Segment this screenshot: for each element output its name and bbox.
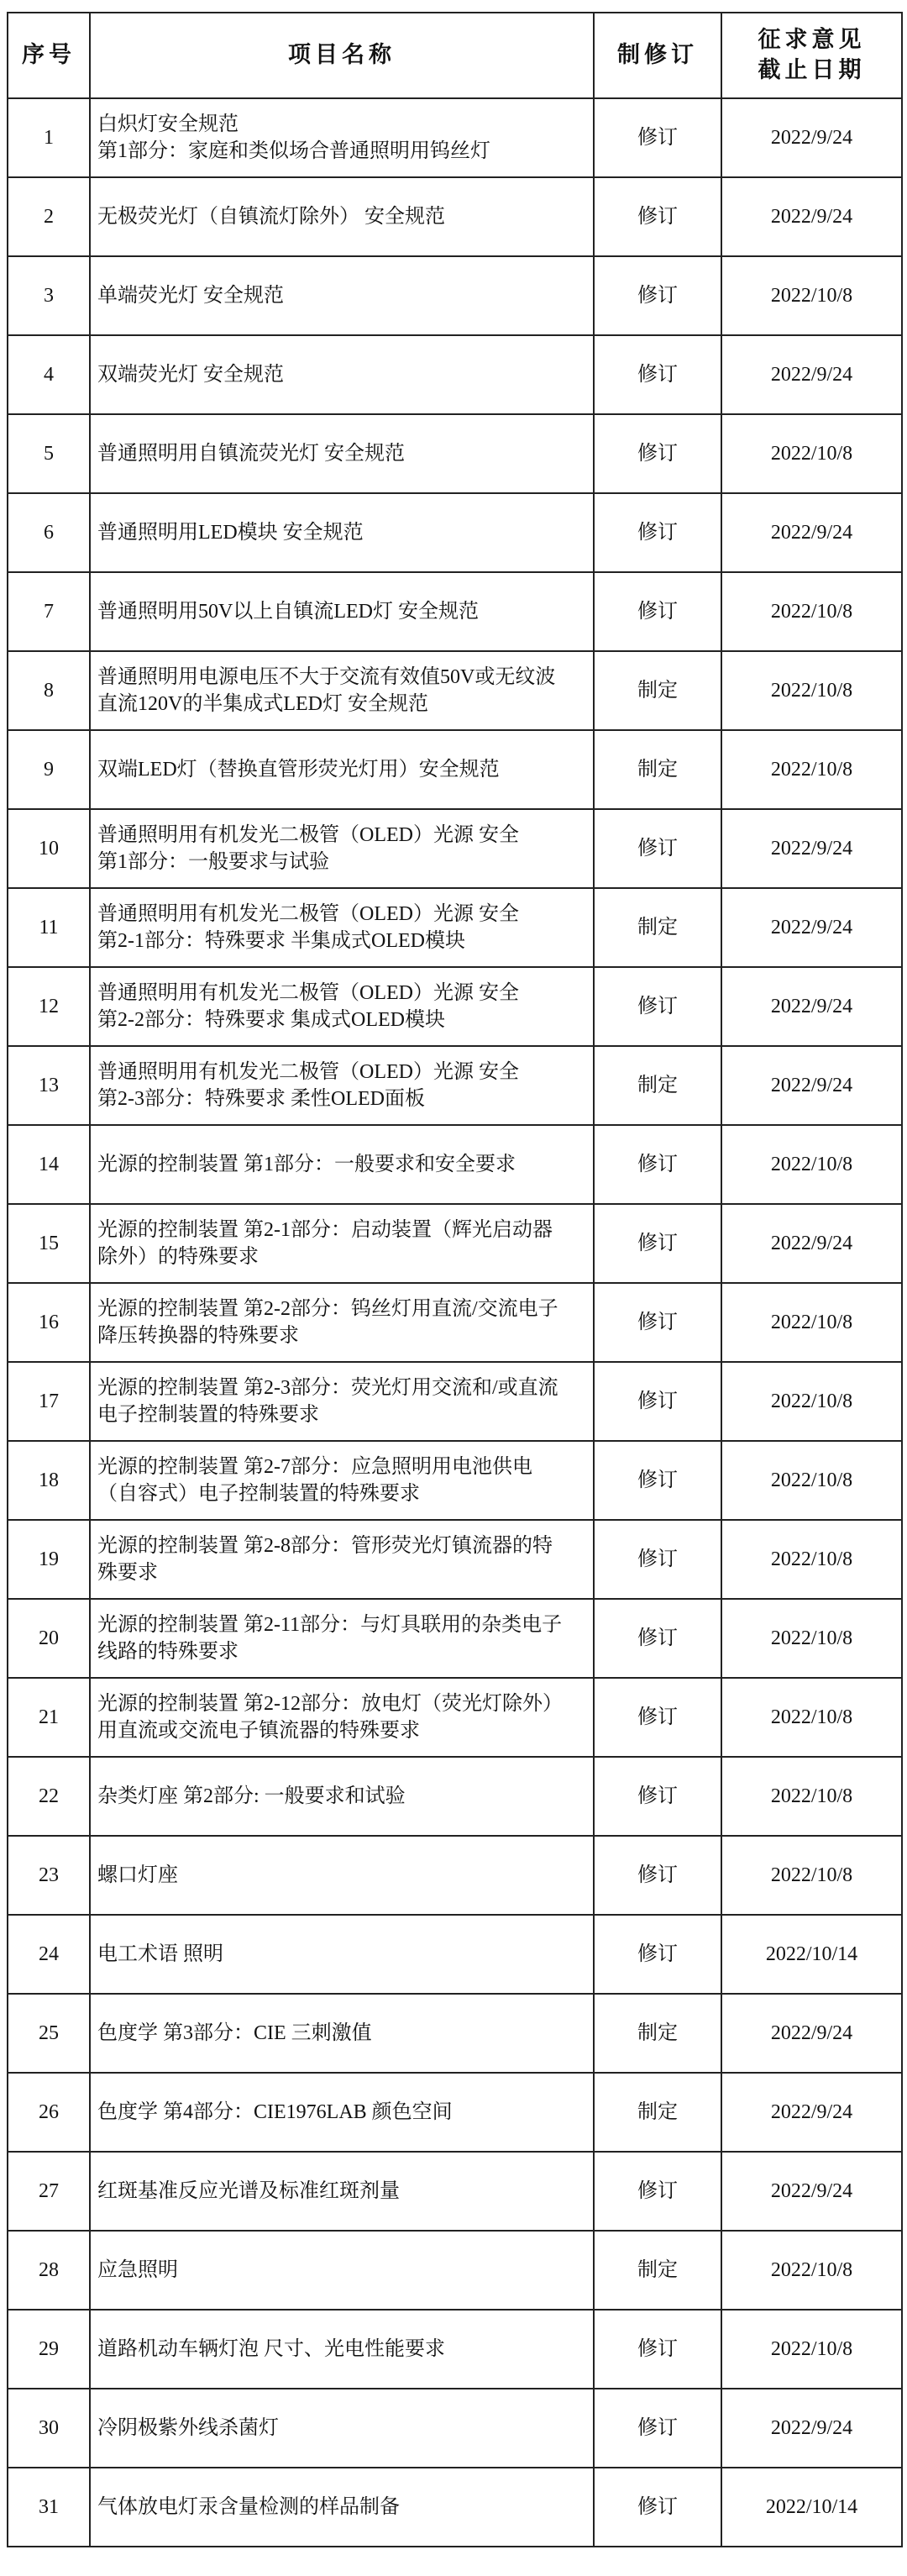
project-name (90, 1441, 594, 1520)
header-date-line-1: 征求意见 (758, 27, 866, 53)
project-name-line: 光源的控制装置 第2-12部分：放电灯（荧光灯除外） (97, 1693, 563, 1715)
project-name (90, 1520, 594, 1599)
revision-type: 修订 (594, 493, 721, 572)
deadline-date: 2022/10/8 (721, 1125, 902, 1204)
project-name (90, 1994, 594, 2073)
deadline-date: 2022/10/14 (721, 1915, 902, 1994)
table-row (8, 1757, 902, 1836)
row-number: 12 (8, 967, 90, 1046)
project-name (90, 967, 594, 1046)
project-name-line: 气体放电灯汞含量检测的样品制备 (97, 2496, 400, 2518)
revision-type: 修订 (594, 1520, 721, 1599)
project-name-line: 双端荧光灯 安全规范 (97, 364, 284, 386)
project-name (90, 177, 594, 256)
revision-type: 修订 (594, 256, 721, 335)
project-name-line: 螺口灯座 (97, 1864, 178, 1886)
project-name-line: 无极荧光灯（自镇流灯除外） 安全规范 (97, 206, 445, 228)
revision-type: 制定 (594, 1994, 721, 2073)
deadline-date: 2022/10/8 (721, 1836, 902, 1915)
revision-type: 修订 (594, 809, 721, 888)
table-row (8, 1678, 902, 1757)
row-number: 2 (8, 177, 90, 256)
row-number: 16 (8, 1283, 90, 1362)
project-name (90, 1125, 594, 1204)
revision-type: 制定 (594, 730, 721, 809)
project-name-line: 降压转换器的特殊要求 (97, 1325, 299, 1347)
project-name (90, 1283, 594, 1362)
row-number: 13 (8, 1046, 90, 1125)
row-number: 8 (8, 651, 90, 730)
deadline-date: 2022/10/8 (721, 1441, 902, 1520)
row-number: 5 (8, 414, 90, 493)
row-number: 7 (8, 572, 90, 651)
row-number: 24 (8, 1915, 90, 1994)
deadline-date: 2022/9/24 (721, 809, 902, 888)
project-name-line: 用直流或交流电子镇流器的特殊要求 (97, 1720, 420, 1742)
table-row (8, 730, 902, 809)
row-number: 11 (8, 888, 90, 967)
deadline-date: 2022/9/24 (721, 335, 902, 414)
deadline-date: 2022/10/8 (721, 1599, 902, 1678)
revision-type: 制定 (594, 1046, 721, 1125)
table-row (8, 1836, 902, 1915)
project-name (90, 1599, 594, 1678)
row-number: 19 (8, 1520, 90, 1599)
row-number: 20 (8, 1599, 90, 1678)
table-row (8, 1204, 902, 1283)
project-name-line: 应急照明 (97, 2259, 178, 2281)
project-name (90, 2468, 594, 2547)
project-name-line: 普通照明用有机发光二极管（OLED）光源 安全 (97, 1061, 519, 1083)
table-row (8, 2152, 902, 2231)
project-name (90, 1757, 594, 1836)
revision-type: 修订 (594, 177, 721, 256)
project-name (90, 256, 594, 335)
table-row (8, 1125, 902, 1204)
row-number: 28 (8, 2231, 90, 2310)
deadline-date: 2022/10/8 (721, 1757, 902, 1836)
table-row (8, 335, 902, 414)
project-name (90, 98, 594, 177)
project-name-line: 光源的控制装置 第2-3部分：荧光灯用交流和/或直流 (97, 1377, 558, 1399)
revision-type: 修订 (594, 1204, 721, 1283)
project-name (90, 2231, 594, 2310)
project-name-line: 电工术语 照明 (97, 1943, 223, 1965)
revision-type: 修订 (594, 2310, 721, 2389)
table-body (8, 98, 902, 2547)
deadline-date: 2022/10/8 (721, 651, 902, 730)
revision-type: 制定 (594, 2231, 721, 2310)
revision-type: 修订 (594, 1599, 721, 1678)
revision-type: 修订 (594, 2389, 721, 2468)
revision-type: 修订 (594, 1836, 721, 1915)
project-name (90, 493, 594, 572)
deadline-date: 2022/9/24 (721, 2389, 902, 2468)
deadline-date: 2022/10/8 (721, 1283, 902, 1362)
table-row (8, 493, 902, 572)
deadline-date: 2022/10/8 (721, 2310, 902, 2389)
deadline-date: 2022/10/14 (721, 2468, 902, 2547)
project-name-line: 光源的控制装置 第1部分：一般要求和安全要求 (97, 1154, 516, 1175)
revision-type: 制定 (594, 651, 721, 730)
row-number: 6 (8, 493, 90, 572)
row-number: 23 (8, 1836, 90, 1915)
project-name-line: 单端荧光灯 安全规范 (97, 285, 284, 307)
project-name (90, 572, 594, 651)
table-row (8, 967, 902, 1046)
project-name-line: 普通照明用LED模块 安全规范 (97, 522, 364, 544)
row-number: 30 (8, 2389, 90, 2468)
header-date-line-2: 截止日期 (758, 57, 866, 83)
project-name-line: 殊要求 (97, 1562, 158, 1584)
row-number: 29 (8, 2310, 90, 2389)
standards-table (7, 12, 903, 2547)
revision-type: 修订 (594, 1915, 721, 1994)
revision-type: 修订 (594, 1757, 721, 1836)
project-name (90, 1678, 594, 1757)
project-name (90, 651, 594, 730)
table-row (8, 1599, 902, 1678)
project-name (90, 335, 594, 414)
project-name (90, 2073, 594, 2152)
row-number: 1 (8, 98, 90, 177)
deadline-date: 2022/10/8 (721, 1520, 902, 1599)
deadline-date: 2022/10/8 (721, 730, 902, 809)
table-row (8, 1362, 902, 1441)
project-name (90, 730, 594, 809)
revision-type: 修订 (594, 2468, 721, 2547)
project-name-line: 普通照明用有机发光二极管（OLED）光源 安全 (97, 982, 519, 1004)
deadline-date: 2022/10/8 (721, 256, 902, 335)
deadline-date: 2022/9/24 (721, 1204, 902, 1283)
table-row (8, 651, 902, 730)
deadline-date: 2022/10/8 (721, 572, 902, 651)
project-name (90, 1204, 594, 1283)
table-row (8, 1046, 902, 1125)
deadline-date: 2022/9/24 (721, 1994, 902, 2073)
header-name: 项目名称 (90, 13, 594, 98)
project-name (90, 1046, 594, 1125)
revision-type: 修订 (594, 1678, 721, 1757)
table-row (8, 1283, 902, 1362)
row-number: 22 (8, 1757, 90, 1836)
row-number: 4 (8, 335, 90, 414)
row-number: 15 (8, 1204, 90, 1283)
project-name-line: 普通照明用自镇流荧光灯 安全规范 (97, 443, 405, 465)
revision-type: 修订 (594, 1125, 721, 1204)
header-type: 制修订 (594, 13, 721, 98)
table-row (8, 572, 902, 651)
project-name-line: 杂类灯座 第2部分: 一般要求和试验 (97, 1785, 406, 1807)
project-name-line: 除外）的特殊要求 (97, 1246, 259, 1268)
deadline-date: 2022/9/24 (721, 177, 902, 256)
project-name (90, 1836, 594, 1915)
table-row (8, 2073, 902, 2152)
row-number: 31 (8, 2468, 90, 2547)
project-name-line: 双端LED灯（替换直管形荧光灯用）安全规范 (97, 759, 500, 781)
project-name (90, 414, 594, 493)
deadline-date: 2022/9/24 (721, 2073, 902, 2152)
row-number: 10 (8, 809, 90, 888)
project-name-line: 光源的控制装置 第2-8部分：管形荧光灯镇流器的特 (97, 1535, 553, 1557)
revision-type: 制定 (594, 2073, 721, 2152)
project-name-line: 普通照明用50V以上自镇流LED灯 安全规范 (97, 601, 479, 623)
header-num: 序号 (8, 13, 90, 98)
project-name-line: 第2-2部分：特殊要求 集成式OLED模块 (97, 1009, 445, 1031)
deadline-date: 2022/9/24 (721, 888, 902, 967)
project-name-line: 白炽灯安全规范 (97, 113, 239, 135)
revision-type: 修订 (594, 967, 721, 1046)
deadline-date: 2022/9/24 (721, 967, 902, 1046)
project-name-line: 直流120V的半集成式LED灯 安全规范 (97, 693, 428, 715)
project-name-line: 色度学 第4部分：CIE1976LAB 颜色空间 (97, 2101, 453, 2123)
revision-type: 修订 (594, 335, 721, 414)
table-row (8, 1994, 902, 2073)
table-row (8, 2389, 902, 2468)
project-name-line: 冷阴极紫外线杀菌灯 (97, 2417, 279, 2439)
revision-type: 修订 (594, 414, 721, 493)
deadline-date: 2022/9/24 (721, 98, 902, 177)
row-number: 3 (8, 256, 90, 335)
row-number: 21 (8, 1678, 90, 1757)
project-name-line: 第2-1部分：特殊要求 半集成式OLED模块 (97, 930, 465, 952)
project-name-line: 普通照明用电源电压不大于交流有效值50V或无纹波 (97, 666, 556, 688)
project-name (90, 1362, 594, 1441)
project-name-line: 普通照明用有机发光二极管（OLED）光源 安全 (97, 824, 519, 846)
revision-type: 修订 (594, 1441, 721, 1520)
project-name (90, 2152, 594, 2231)
table-row (8, 2310, 902, 2389)
table-row (8, 414, 902, 493)
project-name-line: 光源的控制装置 第2-7部分：应急照明用电池供电 (97, 1456, 532, 1478)
project-name (90, 809, 594, 888)
project-name (90, 2389, 594, 2468)
project-name-line: 线路的特殊要求 (97, 1641, 239, 1663)
row-number: 17 (8, 1362, 90, 1441)
project-name-line: 第1部分：家庭和类似场合普通照明用钨丝灯 (97, 140, 490, 162)
project-name (90, 888, 594, 967)
project-name-line: 第2-3部分：特殊要求 柔性OLED面板 (97, 1088, 425, 1110)
deadline-date: 2022/10/8 (721, 1678, 902, 1757)
row-number: 26 (8, 2073, 90, 2152)
project-name-line: 电子控制装置的特殊要求 (97, 1404, 319, 1426)
revision-type: 修订 (594, 1283, 721, 1362)
revision-type: 修订 (594, 572, 721, 651)
row-number: 9 (8, 730, 90, 809)
project-name-line: 普通照明用有机发光二极管（OLED）光源 安全 (97, 903, 519, 925)
project-name-line: 色度学 第3部分：CIE 三刺激值 (97, 2022, 372, 2044)
table-row (8, 888, 902, 967)
project-name-line: 光源的控制装置 第2-11部分：与灯具联用的杂类电子 (97, 1614, 563, 1636)
table-row (8, 1520, 902, 1599)
project-name (90, 1915, 594, 1994)
row-number: 18 (8, 1441, 90, 1520)
row-number: 25 (8, 1994, 90, 2073)
table-row (8, 1915, 902, 1994)
project-name-line: （自容式）电子控制装置的特殊要求 (97, 1483, 420, 1505)
table-row (8, 809, 902, 888)
project-name-line: 第1部分：一般要求与试验 (97, 851, 329, 873)
project-name-line: 红斑基准反应光谱及标准红斑剂量 (97, 2180, 400, 2202)
deadline-date: 2022/9/24 (721, 493, 902, 572)
deadline-date: 2022/10/8 (721, 414, 902, 493)
row-number: 14 (8, 1125, 90, 1204)
deadline-date: 2022/10/8 (721, 2231, 902, 2310)
project-name-line: 道路机动车辆灯泡 尺寸、光电性能要求 (97, 2338, 445, 2360)
revision-type: 修订 (594, 2152, 721, 2231)
revision-type: 修订 (594, 98, 721, 177)
table-row (8, 256, 902, 335)
table-row (8, 2468, 902, 2547)
project-name-line: 光源的控制装置 第2-2部分：钨丝灯用直流/交流电子 (97, 1298, 558, 1320)
table-row (8, 98, 902, 177)
revision-type: 制定 (594, 888, 721, 967)
deadline-date: 2022/9/24 (721, 1046, 902, 1125)
project-name-line: 光源的控制装置 第2-1部分：启动装置（辉光启动器 (97, 1219, 553, 1241)
header-date (721, 13, 902, 98)
deadline-date: 2022/10/8 (721, 1362, 902, 1441)
table-header-row (8, 13, 902, 98)
row-number: 27 (8, 2152, 90, 2231)
table-row (8, 1441, 902, 1520)
table-row (8, 2231, 902, 2310)
project-name (90, 2310, 594, 2389)
revision-type: 修订 (594, 1362, 721, 1441)
deadline-date: 2022/9/24 (721, 2152, 902, 2231)
table-row (8, 177, 902, 256)
